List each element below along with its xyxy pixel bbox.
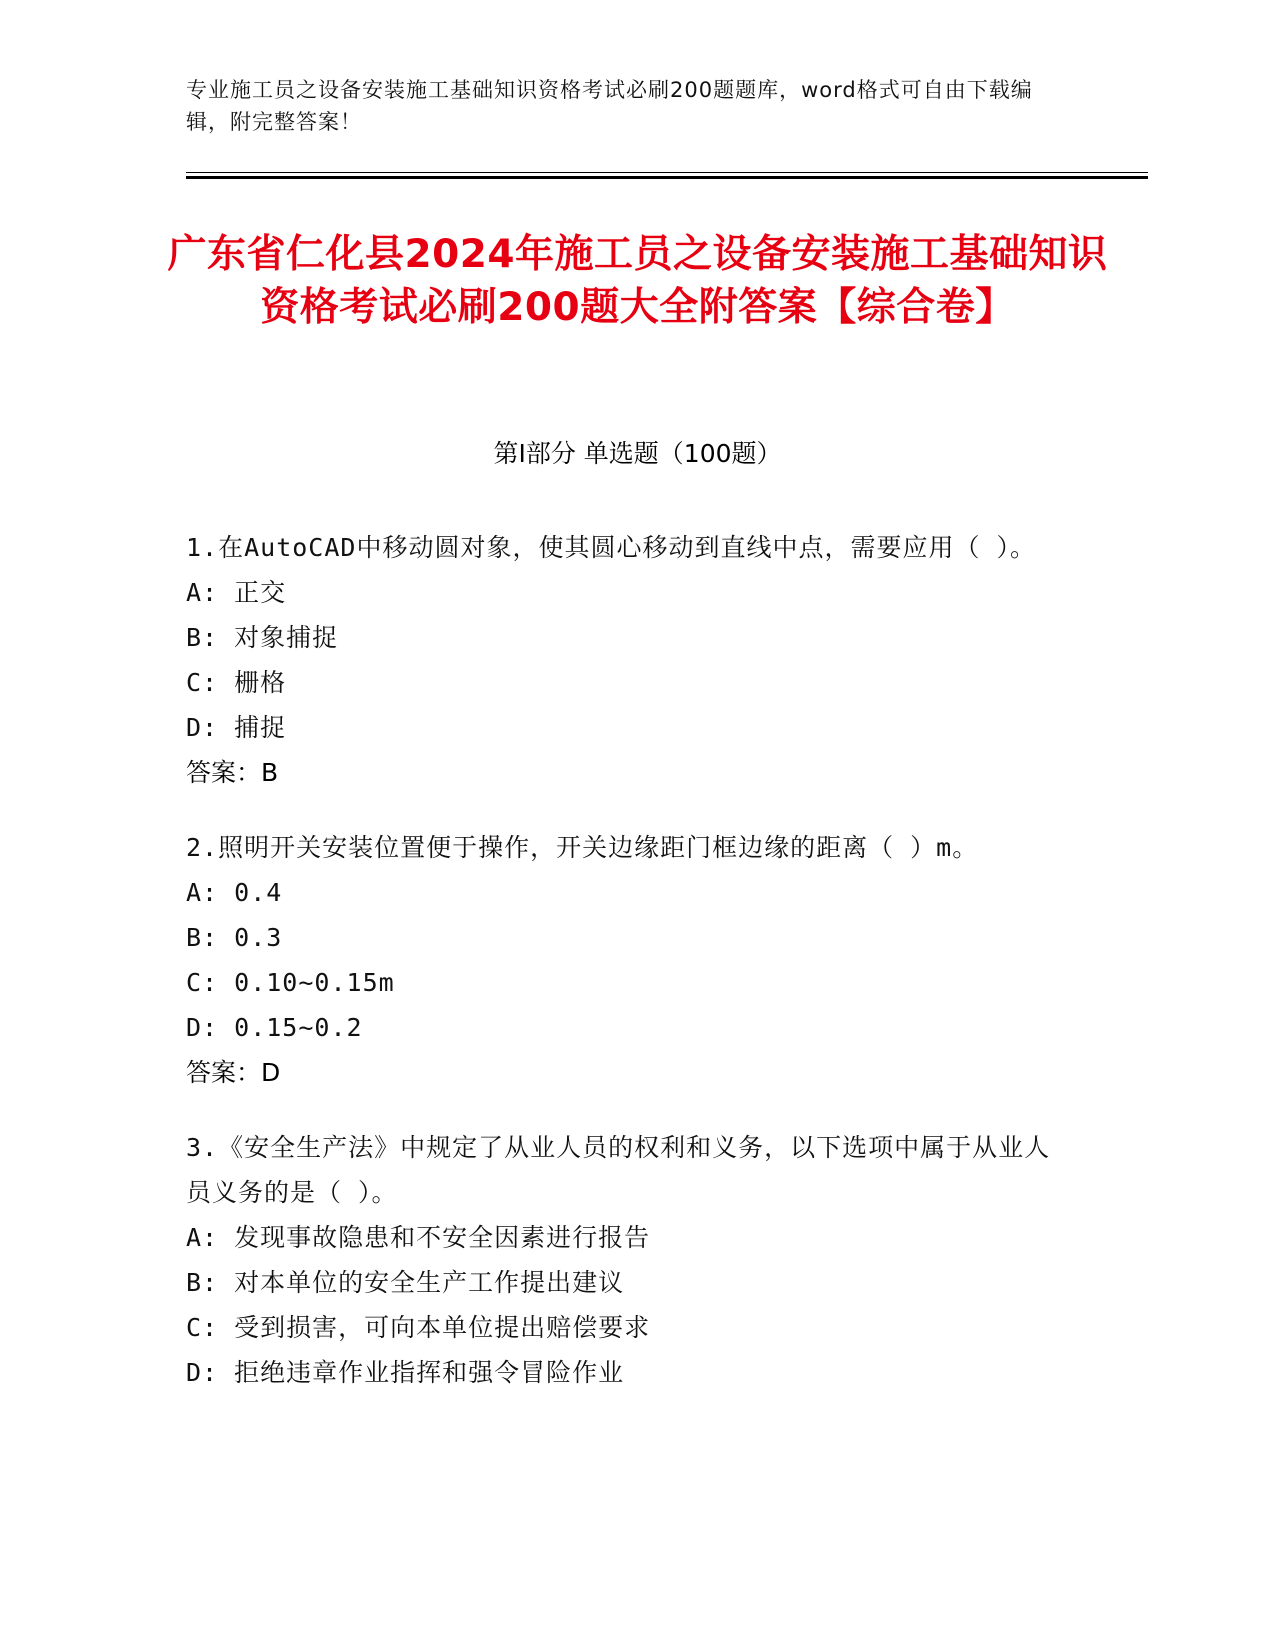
document-title: 广东省仁化县2024年施工员之设备安装施工基础知识资格考试必刷200题大全附答案【综合卷】: [167, 232, 1108, 330]
option-c: C: 受到损害，可向本单位提出赔偿要求: [186, 1313, 651, 1342]
option-b: B: 对象捕捉: [186, 623, 339, 652]
answer-line: 答案：B: [186, 758, 279, 787]
header-note: 专业施工员之设备安装施工基础知识资格考试必刷200题题库，word格式可自由下载编辑，附完整答案！: [186, 78, 1033, 134]
question-text: 2.照明开关安装位置便于操作，开关边缘距门框边缘的距离（ ）m。: [186, 833, 979, 862]
section-heading: 第Ⅰ部分 单选题（100题）: [493, 439, 782, 468]
option-b: B: 0.3: [186, 923, 283, 952]
option-a: A: 正交: [186, 578, 287, 607]
option-a: A: 发现事故隐患和不安全因素进行报告: [186, 1223, 651, 1252]
question-text: 1.在AutoCAD中移动圆对象，使其圆心移动到直线中点，需要应用（ ）。: [186, 533, 1037, 562]
option-d: D: 拒绝违章作业指挥和强令冒险作业: [186, 1358, 625, 1387]
question-1: [186, 525, 1066, 795]
question-text: 3.《安全生产法》中规定了从业人员的权利和义务，以下选项中属于从业人员义务的是（ ）。: [186, 1133, 1051, 1207]
option-d: D: 0.15~0.2: [186, 1013, 363, 1042]
option-c: C: 0.10~0.15m: [186, 968, 395, 997]
option-a: A: 0.4: [186, 878, 283, 907]
question-list: [186, 525, 1066, 1425]
header-rule-thin: [186, 172, 1148, 173]
option-b: B: 对本单位的安全生产工作提出建议: [186, 1268, 625, 1297]
question-2: [186, 825, 1066, 1095]
answer-line: 答案：D: [186, 1058, 281, 1087]
option-c: C: 栅格: [186, 668, 287, 697]
option-d: D: 捕捉: [186, 713, 287, 742]
header-rule-thick: [186, 176, 1148, 179]
question-3: [186, 1125, 1066, 1395]
